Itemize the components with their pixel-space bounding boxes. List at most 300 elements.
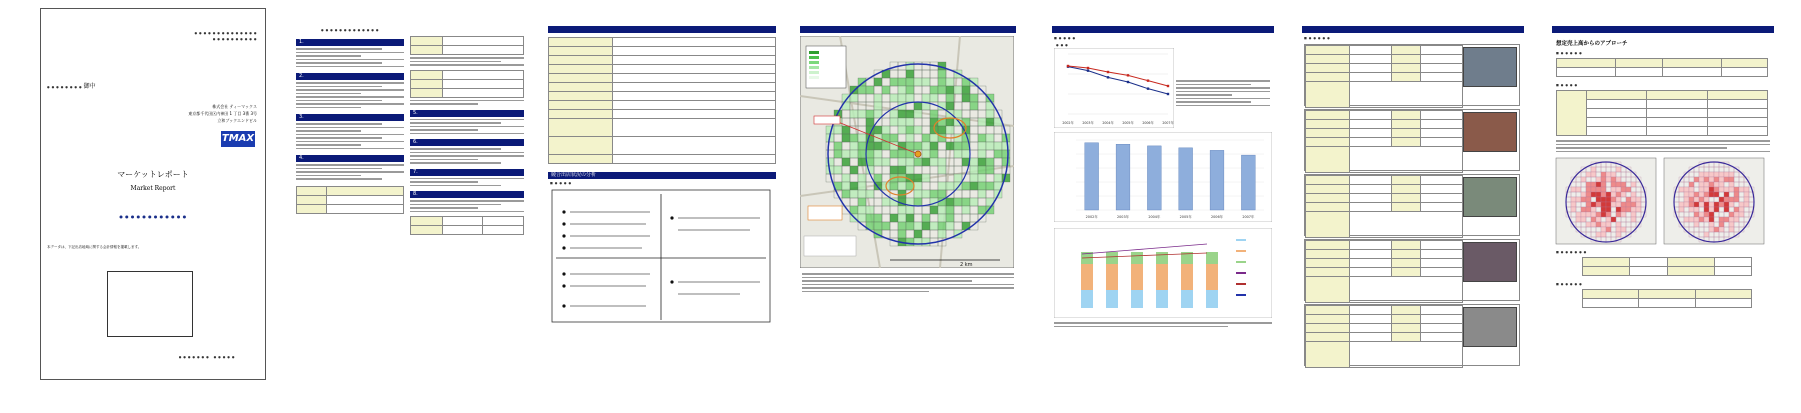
heatmap-cell [1606, 212, 1611, 217]
heatmap-cell [1616, 202, 1621, 207]
heatmap-cell [1621, 207, 1626, 212]
map-grid-cell [994, 174, 1002, 182]
map-grid-cell [946, 118, 954, 126]
heatmap-cell [1699, 202, 1704, 207]
map-grid-cell [890, 118, 898, 126]
competitor-card [1304, 239, 1520, 301]
heatmap-cell [1719, 202, 1724, 207]
map-grid-cell [962, 94, 970, 102]
map-grid-cell [946, 182, 954, 190]
heatmap-cell [1616, 182, 1621, 187]
map-grid-cell [850, 182, 858, 190]
map-grid-cell [946, 78, 954, 86]
heatmap-cell [1689, 187, 1694, 192]
map-grid-cell [874, 94, 882, 102]
map-grid-cell [858, 142, 866, 150]
site-info-table [548, 37, 776, 164]
cover-date-masked: ● ● ● ● ● ● ● ● ● ● ● ● [119, 214, 187, 219]
heatmap-cell [1606, 177, 1611, 182]
map-grid-cell [930, 110, 938, 118]
map-grid-cell [882, 86, 890, 94]
map-grid-cell [858, 198, 866, 206]
stacked-bar-segment [1131, 290, 1143, 308]
line-chart-point [1147, 87, 1149, 89]
map-grid-cell [922, 174, 930, 182]
heatmap-cell [1611, 202, 1616, 207]
map-grid-cell [1002, 142, 1010, 150]
map-grid-cell [978, 158, 986, 166]
stacked-bar-segment [1156, 264, 1168, 290]
tmax-logo: TMAX [221, 131, 255, 147]
map-grid-cell [858, 158, 866, 166]
heatmap-cell [1724, 192, 1729, 197]
heatmap-cell [1581, 212, 1586, 217]
sales-table-2 [1556, 90, 1768, 136]
heatmap-cell [1586, 187, 1591, 192]
heatmap-cell [1699, 172, 1704, 177]
heatmap-cell [1719, 177, 1724, 182]
map-grid-cell [914, 198, 922, 206]
heatmap-cell [1586, 197, 1591, 202]
map-grid-cell [842, 182, 850, 190]
heatmap-cell [1689, 202, 1694, 207]
map-grid-cell [834, 142, 842, 150]
trade-area-map [800, 36, 1014, 268]
heatmap-cell [1601, 197, 1606, 202]
map-grid-cell [938, 222, 946, 230]
map-grid-cell [906, 214, 914, 222]
map-grid-cell [842, 190, 850, 198]
heatmap-cell [1714, 187, 1719, 192]
heatmap-cell [1581, 192, 1586, 197]
heatmap-cell [1694, 217, 1699, 222]
map-grid-cell [962, 198, 970, 206]
heatmap-cell [1699, 212, 1704, 217]
map-grid-cell [914, 182, 922, 190]
map-grid-cell [930, 222, 938, 230]
heatmap-cell [1734, 187, 1739, 192]
map-grid-cell [874, 110, 882, 118]
cover-note: 本データは、下記出店地域に関する会計情報を掲載します。 [47, 245, 142, 249]
heatmap-cell [1694, 177, 1699, 182]
map-grid-cell [1002, 150, 1010, 158]
map-grid-cell [914, 230, 922, 238]
map-grid-cell [858, 182, 866, 190]
map-grid-cell [930, 206, 938, 214]
map-grid-cell [898, 94, 906, 102]
map-grid-cell [954, 198, 962, 206]
map-grid-cell [882, 126, 890, 134]
heatmap-cell [1679, 187, 1684, 192]
map-grid-cell [842, 174, 850, 182]
page2-band-6: 6. [410, 139, 524, 146]
heatmap-cell [1601, 202, 1606, 207]
heatmap-cell [1631, 212, 1636, 217]
map-grid-cell [946, 102, 954, 110]
heatmap-cell [1714, 192, 1719, 197]
map-grid-cell [938, 214, 946, 222]
map-grid-cell [978, 150, 986, 158]
heatmap-cell [1724, 202, 1729, 207]
map-grid-cell [922, 94, 930, 102]
heatmap-cell [1636, 207, 1641, 212]
map-grid-cell [970, 174, 978, 182]
heatmap-cell [1734, 207, 1739, 212]
cover-title: マーケットレポート [117, 170, 189, 179]
page2-band-5: 5. [410, 110, 524, 117]
heatmap-cell [1694, 202, 1699, 207]
heatmap-cell [1606, 222, 1611, 227]
heatmap-cell [1704, 202, 1709, 207]
heatmap-cell [1729, 182, 1734, 187]
map-grid-cell [914, 238, 922, 246]
report-page-population [1052, 8, 1274, 380]
map-grid-cell [858, 214, 866, 222]
heatmap-cell [1689, 197, 1694, 202]
heatmap-cell [1576, 187, 1581, 192]
line-chart-point [1067, 65, 1069, 67]
heatmap-cell [1631, 182, 1636, 187]
map-grid-cell [978, 118, 986, 126]
map-grid-cell [850, 166, 858, 174]
page2-band-3: 3. [296, 114, 404, 121]
map-grid-cell [906, 86, 914, 94]
stacked-bar-segment [1131, 264, 1143, 290]
heatmap-cell [1591, 207, 1596, 212]
map-grid-cell [914, 78, 922, 86]
map-grid-cell [858, 174, 866, 182]
map-grid-cell [938, 158, 946, 166]
map-grid-cell [890, 110, 898, 118]
heatmap-cell [1591, 212, 1596, 217]
heatmap-cell [1719, 227, 1724, 232]
heatmap-cell [1611, 182, 1616, 187]
heatmap-cell [1591, 182, 1596, 187]
heatmap-cell [1621, 182, 1626, 187]
line-chart-x-tick: 2003年 [1082, 121, 1094, 125]
map-grid-cell [938, 70, 946, 78]
cover-footer-masked: ● ● ● ● ● ● ● ● ● ● ● ● [178, 355, 235, 359]
map-grid-cell [946, 198, 954, 206]
sales-approach-title: 想定売上高からのアプローチ [1556, 41, 1628, 47]
map-grid-cell [954, 110, 962, 118]
heatmap-cell [1699, 192, 1704, 197]
map-grid-cell [890, 182, 898, 190]
heatmap-cell [1621, 227, 1626, 232]
heatmap-cell [1596, 192, 1601, 197]
heatmap-cell [1719, 182, 1724, 187]
heatmap-cell [1724, 217, 1729, 222]
map-grid-cell [922, 150, 930, 158]
map-grid-cell [922, 134, 930, 142]
map-grid-cell [914, 222, 922, 230]
line-chart-point [1127, 74, 1129, 76]
map-grid-cell [938, 86, 946, 94]
map-grid-cell [906, 94, 914, 102]
heatmap-cell [1709, 187, 1714, 192]
page2-right-table-2 [410, 70, 524, 98]
quadrant-caption: ■ ● ● ● ● [550, 181, 572, 185]
map-grid-cell [858, 206, 866, 214]
heatmap-cell [1591, 217, 1596, 222]
map-grid-cell [850, 142, 858, 150]
page2-right-table-3 [410, 216, 524, 235]
sales-section-2: ■ ● ● ● ● [1556, 83, 1578, 87]
map-grid-cell [962, 86, 970, 94]
map-grid-cell [906, 70, 914, 78]
report-page-summary [292, 8, 408, 380]
population-bar [1116, 144, 1130, 210]
map-grid-cell [882, 142, 890, 150]
heatmap-cell [1739, 207, 1744, 212]
page2-band-1: 1. [296, 39, 404, 46]
heatmap-cell [1636, 202, 1641, 207]
heatmap-cell [1631, 217, 1636, 222]
stacked-bar-segment [1106, 264, 1118, 290]
heatmap-cell [1679, 207, 1684, 212]
map-grid-cell [834, 126, 842, 134]
heatmap-cell [1689, 192, 1694, 197]
population-subtitle: ● ● ● [1056, 43, 1069, 47]
line-chart-point [1167, 93, 1169, 95]
heatmap-cell [1596, 212, 1601, 217]
map-grid-cell [882, 158, 890, 166]
heatmap-cell [1694, 212, 1699, 217]
map-grid-cell [850, 94, 858, 102]
sales-section-3: ■ ● ● ● ● ● ● [1556, 250, 1587, 254]
heatmap-cell [1621, 202, 1626, 207]
report-page-competitors [1302, 8, 1524, 380]
heatmap-cell [1709, 182, 1714, 187]
sales-table-1 [1556, 58, 1768, 77]
heatmap-cell [1689, 207, 1694, 212]
heatmap-cell [1719, 187, 1724, 192]
map-grid-cell [970, 102, 978, 110]
map-grid-cell [866, 206, 874, 214]
page2-right-table-1 [410, 36, 524, 55]
heatmap-cell [1581, 207, 1586, 212]
map-grid-cell [882, 198, 890, 206]
heatmap-cell [1611, 177, 1616, 182]
heatmap-cell [1719, 217, 1724, 222]
stacked-bar-segment [1106, 290, 1118, 308]
map-grid-cell [914, 174, 922, 182]
map-grid-cell [954, 174, 962, 182]
map-grid-cell [898, 118, 906, 126]
line-chart-point [1107, 76, 1109, 78]
map-grid-cell [898, 110, 906, 118]
heatmap-cell [1734, 217, 1739, 222]
map-grid-cell [858, 190, 866, 198]
map-grid-cell [986, 118, 994, 126]
heatmap-cell [1709, 177, 1714, 182]
heatmap-cell [1719, 222, 1724, 227]
map-grid-cell [890, 78, 898, 86]
map-grid-cell [898, 158, 906, 166]
map-grid-cell [866, 118, 874, 126]
heatmap-cell [1586, 192, 1591, 197]
map-grid-cell [962, 182, 970, 190]
report-page-site-info [548, 8, 776, 380]
heatmap-cell [1571, 202, 1576, 207]
recipient: ● ● ● ● ● ● ● ● 御中 [47, 83, 96, 90]
map-grid-cell [970, 182, 978, 190]
heatmap-cell [1621, 192, 1626, 197]
heatmap-cell [1729, 222, 1734, 227]
heatmap-cell [1724, 172, 1729, 177]
heatmap-cell [1689, 182, 1694, 187]
cover-stamp-box [107, 271, 193, 337]
heatmap-cell [1581, 217, 1586, 222]
map-grid-cell [874, 214, 882, 222]
map-grid-cell [898, 166, 906, 174]
map-grid-cell [1002, 158, 1010, 166]
heatmap-cell [1631, 202, 1636, 207]
heatmap-cell [1616, 227, 1621, 232]
map-grid-cell [930, 150, 938, 158]
map-grid-cell [946, 142, 954, 150]
heatmap-cell [1616, 232, 1621, 237]
report-page-map [800, 8, 1016, 380]
map-grid-cell [978, 182, 986, 190]
map-grid-cell [930, 142, 938, 150]
stacked-bar-segment [1156, 290, 1168, 308]
competitor-card [1304, 109, 1520, 171]
heatmap-cell [1576, 197, 1581, 202]
map-grid-cell [922, 158, 930, 166]
map-grid-cell [874, 150, 882, 158]
heatmap-cell [1679, 202, 1684, 207]
map-grid-cell [930, 86, 938, 94]
page4-header-band [800, 26, 1016, 33]
map-grid-cell [826, 158, 834, 166]
map-grid-cell [954, 86, 962, 94]
heatmap-cell [1616, 222, 1621, 227]
heatmap-cell [1626, 187, 1631, 192]
heatmap-cell [1704, 177, 1709, 182]
heatmap-cell [1744, 202, 1749, 207]
heatmap-cell [1571, 197, 1576, 202]
map-grid-cell [866, 190, 874, 198]
heatmap-cell [1699, 177, 1704, 182]
map-grid-cell [922, 78, 930, 86]
heatmap-cell [1601, 212, 1606, 217]
heatmap-cell [1611, 192, 1616, 197]
heatmap-cell [1704, 192, 1709, 197]
heatmap-cell [1704, 207, 1709, 212]
heatmap-cell [1601, 232, 1606, 237]
map-grid-cell [834, 166, 842, 174]
map-grid-cell [978, 206, 986, 214]
heatmap-cell [1729, 172, 1734, 177]
map-grid-cell [922, 190, 930, 198]
map-grid-cell [906, 118, 914, 126]
map-grid-cell [874, 142, 882, 150]
population-section-title: ■ ● ● ● ● [1054, 36, 1076, 40]
company-name: 株式会社 ティーマックス [212, 104, 257, 109]
map-grid-cell [890, 214, 898, 222]
map-grid-cell [850, 134, 858, 142]
page2-band-2: 2. [296, 73, 404, 80]
map-grid-cell [874, 78, 882, 86]
map-grid-cell [874, 158, 882, 166]
map-grid-cell [906, 126, 914, 134]
heatmap-cell [1694, 222, 1699, 227]
heatmap-cell [1601, 182, 1606, 187]
heatmap-cell [1684, 202, 1689, 207]
heatmap-cell [1586, 207, 1591, 212]
heatmap-cell [1704, 182, 1709, 187]
heatmap-cell [1591, 202, 1596, 207]
map-grid-cell [866, 86, 874, 94]
heatmap-cell [1694, 197, 1699, 202]
heatmap-cell [1611, 172, 1616, 177]
map-grid-cell [978, 134, 986, 142]
heatmap-cell [1586, 222, 1591, 227]
heatmap-cell [1596, 197, 1601, 202]
stacked-bar-segment [1131, 252, 1143, 264]
competitor-list-title: ■ ● ● ● ● ● [1304, 36, 1331, 40]
map-grid-cell [898, 206, 906, 214]
map-grid-cell [914, 126, 922, 134]
heatmap-cell [1586, 202, 1591, 207]
company-block [188, 103, 257, 124]
map-grid-cell [978, 174, 986, 182]
map-grid-cell [938, 206, 946, 214]
heatmap-cell [1699, 197, 1704, 202]
heatmap-cell [1596, 182, 1601, 187]
stacked-bar-segment [1106, 252, 1118, 264]
map-grid-cell [986, 110, 994, 118]
sales-table-4 [1582, 289, 1752, 308]
report-page-summary-right [408, 8, 528, 380]
population-bar [1085, 143, 1099, 210]
map-grid-cell [938, 78, 946, 86]
map-grid-cell [866, 110, 874, 118]
map-grid-cell [970, 166, 978, 174]
heatmap-cell [1601, 187, 1606, 192]
competitor-card [1304, 304, 1520, 366]
map-grid-cell [906, 158, 914, 166]
heatmap-cell [1694, 192, 1699, 197]
heatmap-cell [1606, 217, 1611, 222]
map-grid-cell [890, 134, 898, 142]
heatmap-cell [1704, 187, 1709, 192]
stacked-bar-segment [1206, 252, 1218, 264]
map-grid-cell [978, 166, 986, 174]
bar-chart-x-tick: 2003年 [1116, 215, 1130, 219]
heatmap-cell [1616, 192, 1621, 197]
heatmap-cell [1714, 177, 1719, 182]
heatmap-cell [1576, 212, 1581, 217]
map-grid-cell [890, 166, 898, 174]
bar-chart-x-tick: 2005年 [1179, 215, 1192, 219]
map-grid-cell [906, 166, 914, 174]
cover-top-masked: ● ● ● ● ● ● ● ● ● ● ● ● ● ● [194, 31, 257, 35]
map-grid-cell [978, 142, 986, 150]
heatmap-cell [1576, 217, 1581, 222]
population-bar-chart [1054, 132, 1272, 222]
stacked-bar-segment [1081, 290, 1093, 308]
heatmap-cell [1621, 212, 1626, 217]
heatmap-cell [1704, 232, 1709, 237]
heatmap-cell [1744, 192, 1749, 197]
map-grid-cell [962, 206, 970, 214]
map-grid-cell [930, 94, 938, 102]
map-grid-cell [850, 150, 858, 158]
heatmap-cell [1616, 207, 1621, 212]
page5-header-band [1052, 26, 1274, 33]
